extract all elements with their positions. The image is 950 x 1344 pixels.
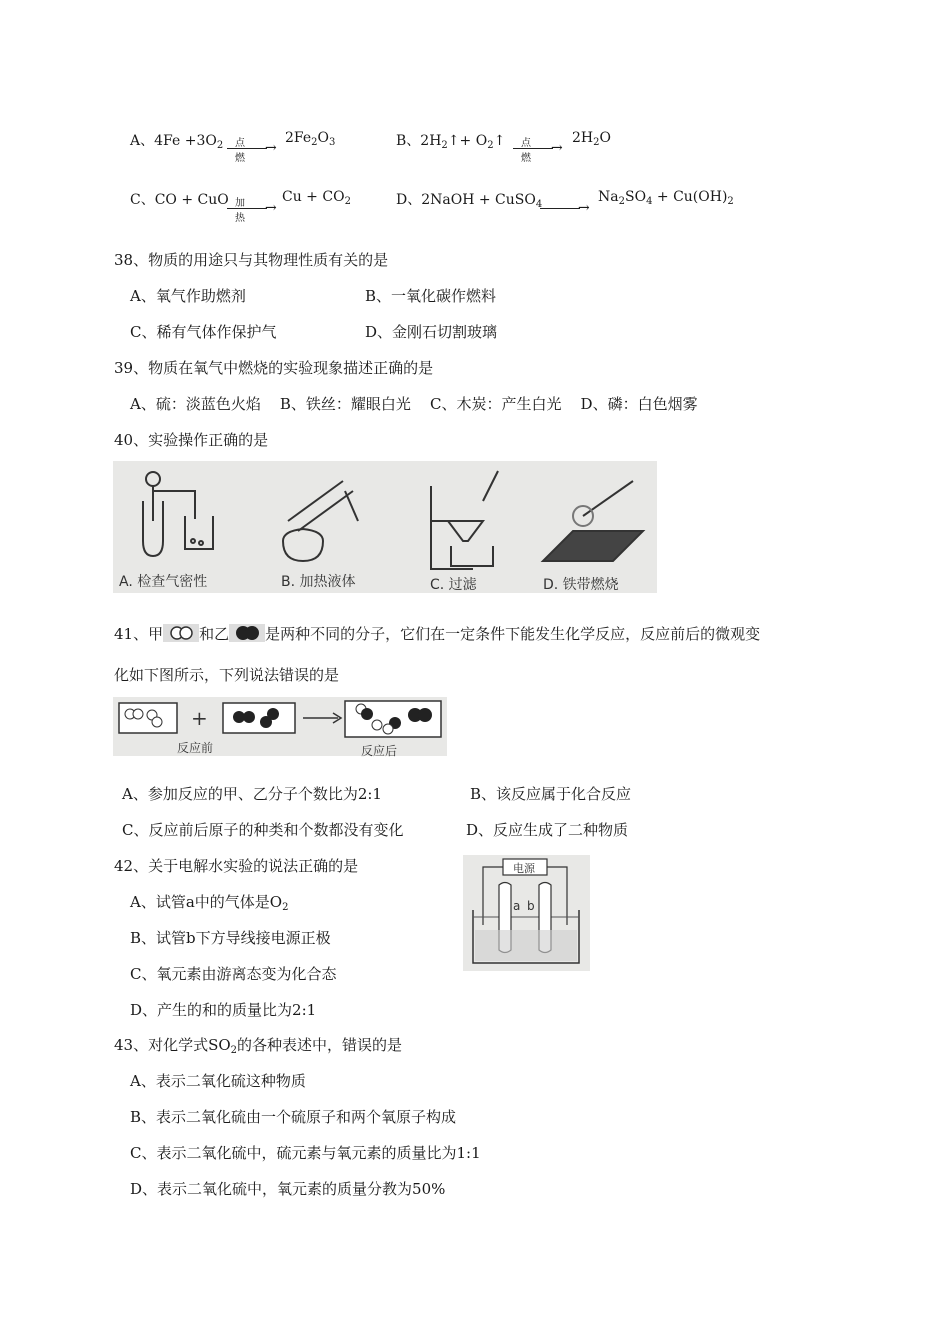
- q41-stem-line2: 化如下图所示，下列说法错误的是: [114, 666, 340, 684]
- equation-text: O: [317, 130, 329, 146]
- equation-text: 4Fe +3O: [154, 133, 217, 149]
- q37-option-a-product: [285, 130, 335, 148]
- lab-operations-figure: [113, 461, 657, 593]
- q41-option-d: D、反应生成了二种物质: [466, 821, 629, 839]
- arrow-head-icon: →: [551, 140, 563, 156]
- figure-caption-b: B. 加热液体: [281, 574, 356, 590]
- q37-option-a: [130, 130, 223, 151]
- q37-option-c-product: [282, 189, 351, 207]
- arrow-line: [540, 208, 580, 209]
- equation-text: Cu + CO: [282, 189, 345, 205]
- q42-option-d: D、产生的和的质量比为2:1: [130, 1001, 317, 1019]
- subscript: 2: [344, 196, 351, 207]
- stem-text: 43、对化学式SO: [114, 1036, 231, 1054]
- q37-option-b: [396, 130, 505, 151]
- subscript: 4: [535, 199, 543, 210]
- subscript: 2: [216, 140, 224, 151]
- figure-caption-c: C. 过滤: [430, 577, 477, 593]
- option-label: B、: [396, 133, 421, 149]
- stem-text: 是两种不同的分子，它们在一定条件下能发生化学反应，反应前后的微观变: [265, 625, 761, 643]
- figure-caption-d: D. 铁带燃烧: [543, 577, 619, 593]
- q37-option-b-product: [572, 130, 611, 148]
- q43-option-c: C、表示二氧化硫中，硫元素与氧元素的质量比为1:1: [130, 1144, 481, 1162]
- q41-option-a: A、参加反应的甲、乙分子个数比为2:1: [122, 785, 382, 803]
- q43-option-a: A、表示二氧化硫这种物质: [130, 1072, 306, 1090]
- equation-text: 2H: [572, 130, 594, 146]
- tube-a-label: a: [513, 899, 521, 913]
- tube-b-label: b: [527, 899, 535, 913]
- electrolysis-figure: [463, 855, 590, 971]
- q40-stem: 40、实验操作正确的是: [114, 431, 269, 449]
- arrow-line: [513, 148, 553, 149]
- stem-text: 和乙: [199, 625, 230, 643]
- arrow-head-icon: →: [265, 140, 277, 156]
- equation-text: CO + CuO: [154, 192, 229, 208]
- reaction-condition: 加热: [235, 198, 245, 224]
- reaction-condition: 点燃: [235, 138, 245, 164]
- arrow-head-icon: →: [578, 200, 590, 216]
- arrow-line: [227, 148, 267, 149]
- q42-option-c: C、氧元素由游离态变为化合态: [130, 965, 337, 983]
- q43-option-d: D、表示二氧化硫中，氧元素的质量分教为50%: [130, 1180, 446, 1198]
- q38-option-c: C、稀有气体作保护气: [130, 323, 277, 341]
- equation-text: 2NaOH + CuSO: [421, 192, 536, 208]
- q42-option-a: [130, 891, 288, 913]
- subscript: 2: [230, 1045, 238, 1056]
- equation-text: ↑: [493, 133, 506, 149]
- subscript: 4: [646, 196, 653, 207]
- q37-option-d-product: [598, 189, 734, 207]
- equation-text: + Cu(OH): [652, 189, 728, 205]
- q37-option-c: [130, 189, 229, 209]
- reaction-condition: 点燃: [521, 138, 531, 164]
- figure-caption-after: 反应后: [361, 744, 398, 758]
- q38-option-b: B、一氧化碳作燃料: [365, 287, 497, 305]
- q42-option-b: B、试管b下方导线接电源正极: [130, 929, 331, 947]
- q39-stem: 39、物质在氧气中燃烧的实验现象描述正确的是: [114, 359, 434, 377]
- arrow-head-icon: →: [265, 200, 277, 216]
- subscript: 2: [282, 902, 289, 913]
- subscript: 2: [487, 140, 494, 151]
- power-source-label: 电源: [513, 862, 535, 875]
- q37-option-d: [396, 189, 542, 210]
- option-label: D、: [396, 192, 422, 208]
- equation-text: O: [599, 130, 611, 146]
- option-label: A、: [130, 133, 155, 149]
- stem-text: 41、甲: [114, 625, 164, 643]
- q41-option-b: B、该反应属于化合反应: [470, 785, 632, 803]
- figure-caption-a: A. 检查气密性: [119, 574, 208, 590]
- equation-text: ↑+ O: [447, 133, 488, 149]
- q38-option-a: A、氧气作助燃剂: [130, 287, 246, 305]
- q42-stem: 42、关于电解水实验的说法正确的是: [114, 857, 359, 875]
- subscript: 2: [727, 196, 734, 207]
- subscript: 3: [329, 137, 336, 148]
- q43-stem: [114, 1034, 402, 1056]
- stem-text: 的各种表述中，错误的是: [237, 1036, 403, 1054]
- q38-option-d: D、金刚石切割玻璃: [365, 323, 498, 341]
- q41-stem-line1: [114, 623, 760, 644]
- option-label: C、: [130, 192, 155, 208]
- molecule-yi-icon: [229, 624, 265, 642]
- option-text: A、试管a中的气体是O: [130, 893, 283, 911]
- subscript: 2: [311, 137, 318, 148]
- subscript: 2: [441, 140, 448, 151]
- subscript: 2: [618, 196, 625, 207]
- q41-option-c: C、反应前后原子的种类和个数都没有变化: [122, 821, 404, 839]
- svg-text:+: +: [191, 706, 208, 730]
- equation-text: SO: [624, 189, 647, 205]
- q43-option-b: B、表示二氧化硫由一个硫原子和两个氧原子构成: [130, 1108, 457, 1126]
- arrow-line: [227, 208, 267, 209]
- equation-text: 2Fe: [285, 130, 312, 146]
- subscript: 2: [593, 137, 600, 148]
- molecule-jia-icon: [163, 624, 199, 642]
- q39-options: A、硫：淡蓝色火焰 B、铁丝：耀眼白光 C、木炭：产生白光 D、磷：白色烟雾: [130, 395, 698, 413]
- q38-stem: 38、物质的用途只与其物理性质有关的是: [114, 251, 389, 269]
- figure-caption-before: 反应前: [177, 741, 214, 755]
- equation-text: 2H: [420, 133, 442, 149]
- reaction-microscopic-figure: [113, 697, 447, 756]
- equation-text: Na: [598, 189, 619, 205]
